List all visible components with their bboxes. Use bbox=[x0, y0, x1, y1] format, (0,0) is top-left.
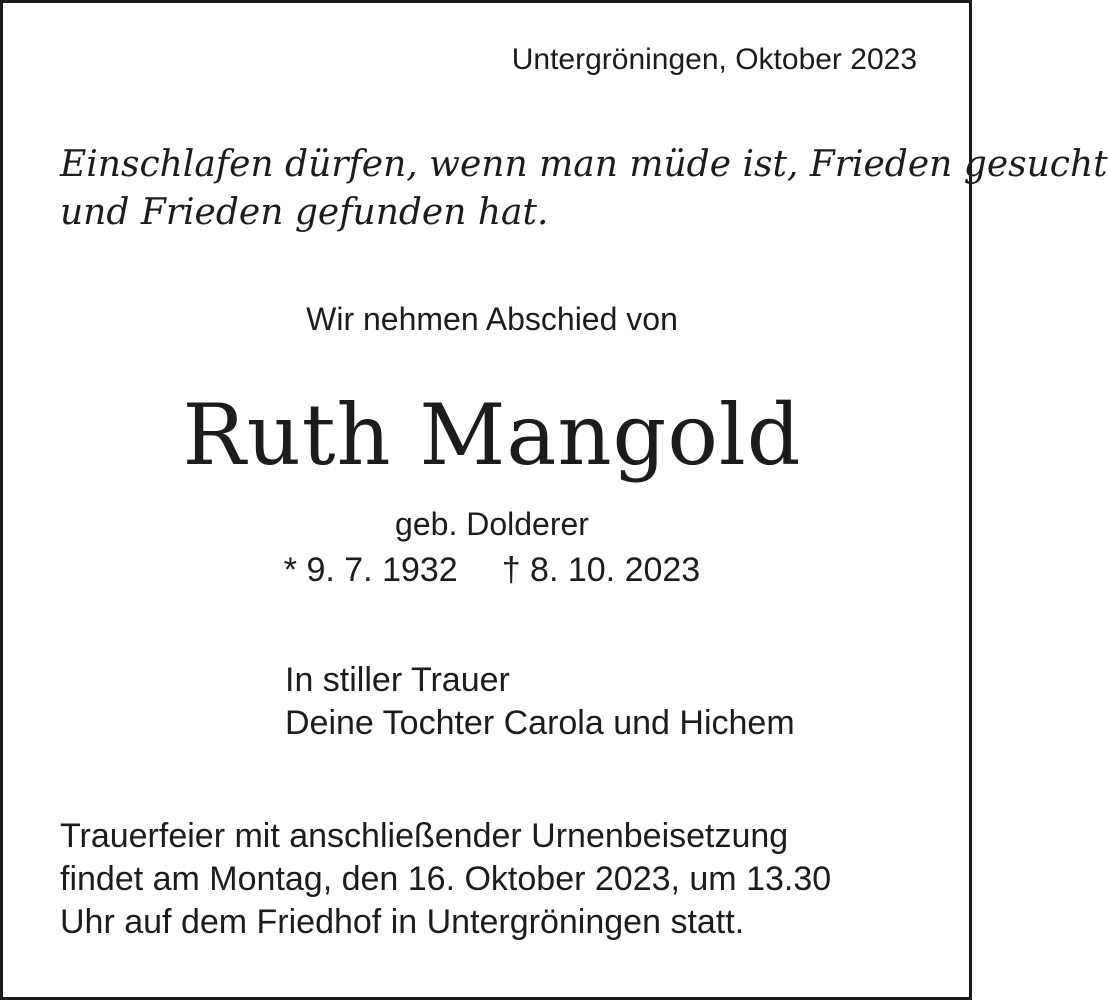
service-line-3: Uhr auf dem Friedhof in Untergröningen statt. bbox=[60, 903, 745, 941]
death-date: † 8. 10. 2023 bbox=[501, 551, 701, 589]
service-line-1: Trauerfeier mit anschließender Urnenbeisetzung bbox=[60, 817, 789, 855]
service-line-2: findet am Montag, den 16. Oktober 2023, um 13.30 bbox=[60, 860, 832, 898]
mourners-line-2: Deine Tochter Carola und Hichem bbox=[285, 704, 795, 742]
mourners-line-1: In stiller Trauer bbox=[285, 661, 510, 699]
quote bbox=[60, 141, 1108, 237]
service-info bbox=[60, 815, 831, 944]
intro-text: Wir nehmen Abschied von bbox=[306, 301, 678, 337]
mourners bbox=[285, 659, 795, 745]
life-dates bbox=[3, 551, 981, 590]
place-date: Untergröningen, Oktober 2023 bbox=[511, 43, 917, 76]
birth-date: * 9. 7. 1932 bbox=[283, 551, 458, 589]
maiden-name: geb. Dolderer bbox=[395, 506, 589, 542]
quote-line-1: Einschlafen dürfen, wenn man müde ist, Frieden gesucht bbox=[60, 144, 1108, 185]
deceased-name: Ruth Mangold bbox=[182, 386, 802, 484]
quote-line-2: und Frieden gefunden hat. bbox=[60, 192, 549, 233]
